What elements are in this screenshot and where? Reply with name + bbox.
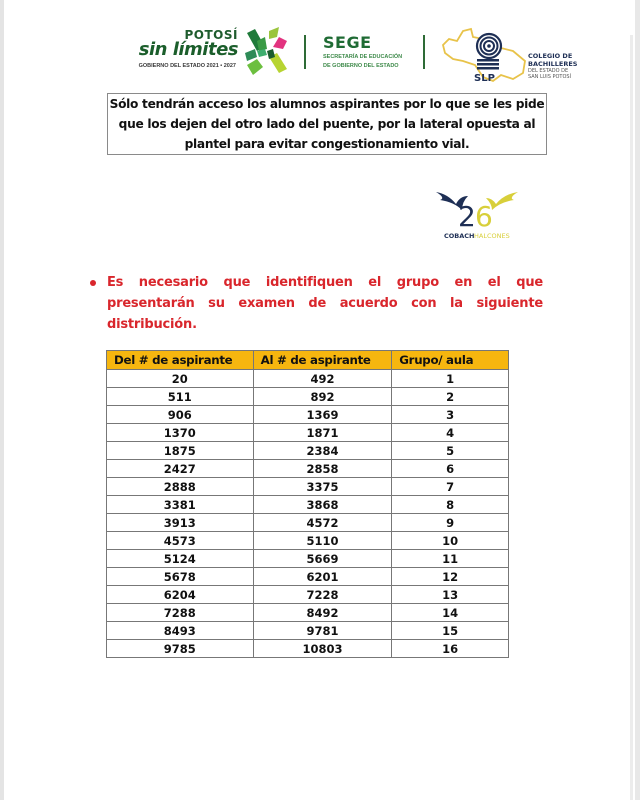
cell-from-number: 1875: [107, 442, 254, 460]
cell-from-number: 4573: [107, 532, 254, 550]
cell-from-number: 3381: [107, 496, 254, 514]
gobierno-subtext: GOBIERNO DEL ESTADO 2021 • 2027: [138, 63, 236, 69]
cell-to-number: 9781: [253, 622, 392, 640]
cobach-line3: DEL ESTADO DE: [528, 68, 569, 74]
cobach-slp-badge: SLP: [474, 73, 495, 83]
header-al-aspirante: Al # de aspirante: [253, 351, 392, 370]
cell-group: 5: [392, 442, 509, 460]
bullet-dot-icon: [90, 280, 96, 286]
table-row: [107, 568, 509, 586]
potosi-x-emblem-icon: [243, 27, 289, 77]
cell-group: 11: [392, 550, 509, 568]
cell-to-number: 4572: [253, 514, 392, 532]
cell-group: 12: [392, 568, 509, 586]
instruction-bullet: [90, 272, 543, 335]
table-row: [107, 478, 509, 496]
cell-from-number: 8493: [107, 622, 254, 640]
page-edge-right: [635, 0, 640, 800]
table-row: [107, 370, 509, 388]
cell-to-number: 2858: [253, 460, 392, 478]
cell-from-number: 906: [107, 406, 254, 424]
table-header-row: [107, 351, 509, 370]
cell-group: 8: [392, 496, 509, 514]
cell-from-number: 5124: [107, 550, 254, 568]
table-row: [107, 406, 509, 424]
sege-subtitle-line2: DE GOBIERNO DEL ESTADO: [323, 63, 399, 69]
access-notice-box: [107, 93, 547, 155]
cell-group: 9: [392, 514, 509, 532]
cell-group: 1: [392, 370, 509, 388]
cobach-line1: COLEGIO DE: [528, 52, 573, 60]
cobach-line2: BACHILLERES: [528, 60, 578, 68]
table-row: [107, 460, 509, 478]
cell-from-number: 9785: [107, 640, 254, 658]
cell-from-number: 1370: [107, 424, 254, 442]
cell-from-number: 2427: [107, 460, 254, 478]
table-row: [107, 622, 509, 640]
header-grupo-aula: Grupo/ aula: [392, 351, 509, 370]
cell-to-number: 1369: [253, 406, 392, 424]
cell-from-number: 3913: [107, 514, 254, 532]
table-row: [107, 496, 509, 514]
header-divider: [304, 35, 306, 69]
sin-limites-word: sin límites: [138, 39, 238, 60]
table-body: [107, 370, 509, 658]
cell-to-number: 8492: [253, 604, 392, 622]
table-row: [107, 388, 509, 406]
cell-to-number: 2384: [253, 442, 392, 460]
cell-from-number: 6204: [107, 586, 254, 604]
page-edge-right-inner: [630, 35, 633, 800]
sege-title: SEGE: [323, 33, 372, 52]
table-row: [107, 586, 509, 604]
cell-to-number: 892: [253, 388, 392, 406]
cell-to-number: 3868: [253, 496, 392, 514]
cell-group: 15: [392, 622, 509, 640]
cell-from-number: 7288: [107, 604, 254, 622]
cell-from-number: 20: [107, 370, 254, 388]
table-row: [107, 604, 509, 622]
cell-group: 13: [392, 586, 509, 604]
cobach-halcones-26-logo-icon: [432, 182, 522, 242]
halcones-label-light: HALCONES: [474, 232, 510, 240]
cell-from-number: 2888: [107, 478, 254, 496]
halcones-number-2: 2: [458, 200, 476, 233]
cell-group: 14: [392, 604, 509, 622]
cell-to-number: 5110: [253, 532, 392, 550]
page-edge-left: [0, 0, 4, 800]
cell-to-number: 10803: [253, 640, 392, 658]
potosi-sin-limites-logo: [128, 28, 238, 76]
cell-to-number: 3375: [253, 478, 392, 496]
table-row: [107, 550, 509, 568]
cell-to-number: 7228: [253, 586, 392, 604]
halcones-number-6: 6: [475, 200, 493, 233]
cell-to-number: 5669: [253, 550, 392, 568]
table-row: [107, 442, 509, 460]
header-del-aspirante: Del # de aspirante: [107, 351, 254, 370]
halcones-label-dark: COBACH: [444, 232, 475, 240]
cell-group: 6: [392, 460, 509, 478]
cell-group: 4: [392, 424, 509, 442]
cell-group: 7: [392, 478, 509, 496]
access-notice-text: Sólo tendrán acceso los alumnos aspirantes por lo que se les pide que los dejen del otro lado del puente, por la lateral opuesta al plantel para evitar congestionamiento vial.: [109, 97, 545, 151]
table-row: [107, 640, 509, 658]
cell-from-number: 5678: [107, 568, 254, 586]
cell-group: 3: [392, 406, 509, 424]
sege-subtitle-line1: SECRETARÍA DE EDUCACIÓN: [323, 54, 403, 60]
potosi-word: POTOSÍ: [184, 28, 238, 42]
instruction-text: Es necesario que identifiquen el grupo en el que presentarán su examen de acuerdo con la siguiente distribución.: [107, 275, 543, 332]
group-distribution-table: [106, 350, 509, 658]
sege-logo: [323, 33, 402, 70]
cell-group: 2: [392, 388, 509, 406]
table-row: [107, 424, 509, 442]
cell-group: 10: [392, 532, 509, 550]
header-divider: [423, 35, 425, 69]
cell-from-number: 511: [107, 388, 254, 406]
cell-to-number: 492: [253, 370, 392, 388]
cobach-line4: SAN LUIS POTOSÍ: [528, 74, 572, 80]
table-row: [107, 514, 509, 532]
table-row: [107, 532, 509, 550]
cell-group: 16: [392, 640, 509, 658]
cobach-text-block: [528, 52, 577, 80]
cell-to-number: 1871: [253, 424, 392, 442]
cell-to-number: 6201: [253, 568, 392, 586]
